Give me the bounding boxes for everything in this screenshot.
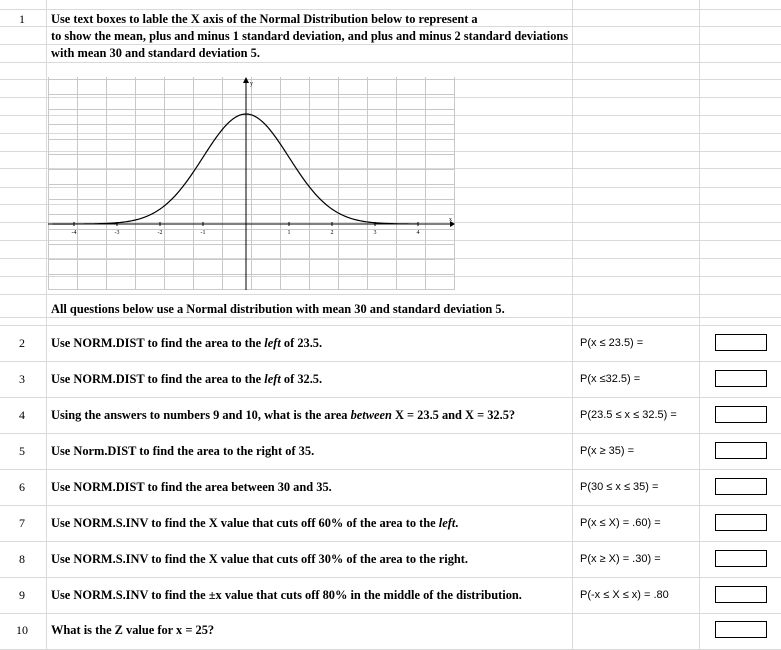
probability-expression: P(x ≤32.5) = [580, 373, 641, 385]
normal-distribution-chart [46, 75, 456, 292]
answer-box[interactable] [715, 406, 767, 423]
probability-expression: P(-x ≤ X ≤ x) = .80 [580, 589, 669, 601]
probability-expression: P(x ≥ X) = .30) = [580, 553, 661, 565]
question-emphasis: between [350, 408, 392, 422]
assumption-note: All questions below use a Normal distribution with mean 30 and standard deviation 5. [51, 302, 505, 316]
row-number: 3 [19, 372, 25, 386]
question-text [51, 588, 522, 603]
probability-expression: P(x ≤ 23.5) = [580, 337, 644, 349]
x-tick-label: -1 [200, 230, 206, 236]
row-number: 10 [16, 623, 28, 637]
question-text [51, 408, 515, 423]
question-text-part: X = 23.5 and X = 32.5? [391, 408, 516, 422]
answer-box[interactable] [715, 478, 767, 495]
y-axis-label: y [250, 81, 253, 87]
answer-box[interactable] [715, 621, 767, 638]
question-text-part: Use NORM.DIST to find the area between 30 and 35. [51, 480, 332, 494]
answer-box[interactable] [715, 334, 767, 351]
probability-expression: P(x ≤ X) = .60) = [580, 517, 661, 529]
question-text [51, 372, 322, 387]
question-text-part: Use NORM.S.INV to find the ±x value that cuts off 80% in the middle of the distribution. [51, 588, 522, 602]
row-number: 4 [19, 408, 25, 422]
question-text-part: . [455, 516, 459, 530]
question-text [51, 623, 214, 638]
answer-box[interactable] [715, 586, 767, 603]
question-text-part: of 32.5. [280, 372, 323, 386]
row-number: 8 [19, 552, 25, 566]
intro-line-3: with mean 30 and standard deviation 5. [51, 46, 260, 60]
probability-expression: P(23.5 ≤ x ≤ 32.5) = [580, 409, 677, 421]
x-tick-label: 1 [287, 230, 291, 236]
x-tick-label: -3 [114, 230, 120, 236]
intro-line-1: Use text boxes to lable the X axis of the Normal Distribution below to represent a [51, 12, 478, 26]
answer-box[interactable] [715, 514, 767, 531]
question-text-part: What is the Z value for x = 25? [51, 623, 215, 637]
x-tick-label: 2 [330, 230, 334, 236]
row-number: 9 [19, 588, 25, 602]
answer-box[interactable] [715, 442, 767, 459]
row-number: 6 [19, 480, 25, 494]
probability-expression: P(x ≥ 35) = [580, 445, 635, 457]
question-text-part: of 23.5. [280, 336, 323, 350]
x-tick-label: 3 [373, 230, 377, 236]
question-text-part: Use NORM.S.INV to find the X value that cuts off 60% of the area to the [51, 516, 439, 530]
row-number: 2 [19, 336, 25, 350]
x-tick-label: 4 [416, 230, 420, 236]
question-text [51, 480, 332, 495]
x-tick-label: -2 [157, 230, 163, 236]
intro-line-2: to show the mean, plus and minus 1 standard deviation, and plus and minus 2 standard deviations [51, 29, 569, 43]
question-emphasis: left [264, 372, 281, 386]
question-text-part: Using the answers to numbers 9 and 10, what is the area [51, 408, 351, 422]
question-emphasis: left [264, 336, 281, 350]
question-text-part: Use NORM.DIST to find the area to the [51, 336, 265, 350]
question-text-part: Use NORM.S.INV to find the X value that cuts off 30% of the area to the right. [51, 552, 469, 566]
row-number: 5 [19, 444, 25, 458]
probability-expression: P(30 ≤ x ≤ 35) = [580, 481, 659, 493]
x-axis-label: x [449, 217, 452, 223]
question-text [51, 444, 314, 459]
chart-grid [48, 77, 455, 290]
answer-box[interactable] [715, 370, 767, 387]
x-tick-label: -4 [71, 230, 77, 236]
question-text-part: Use Norm.DIST to find the area to the right of 35. [51, 444, 315, 458]
answer-box[interactable] [715, 550, 767, 567]
question-text-part: Use NORM.DIST to find the area to the [51, 372, 265, 386]
question-text [51, 516, 458, 531]
row-number: 7 [19, 516, 25, 530]
question-text [51, 552, 468, 567]
question-emphasis: left [438, 516, 456, 530]
question-text [51, 336, 322, 351]
row-number: 1 [19, 12, 25, 26]
